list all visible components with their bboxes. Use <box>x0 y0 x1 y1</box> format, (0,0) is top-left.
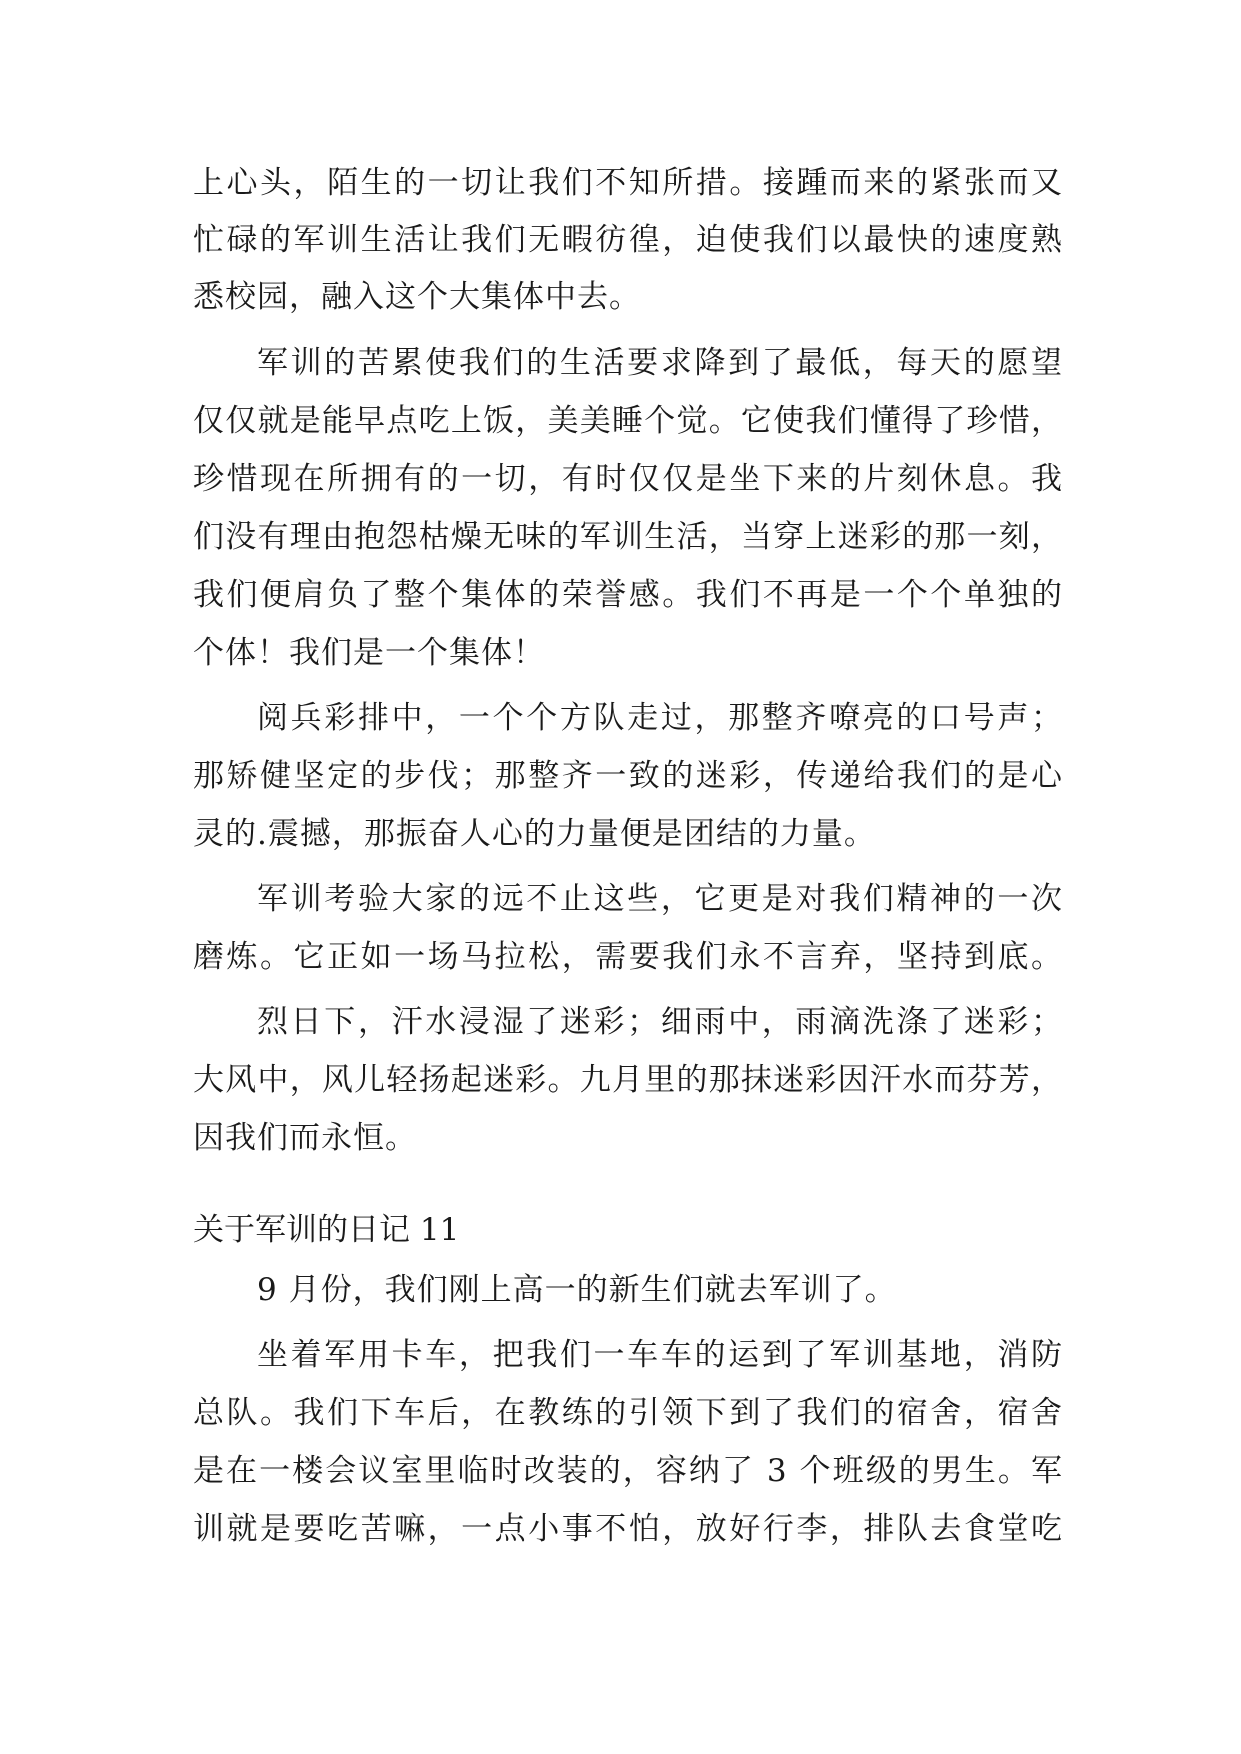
text-line: 总队。我们下车后，在教练的引领下到了我们的宿舍，宿舍 <box>193 1395 1063 1431</box>
text-line: 是在一楼会议室里临时改装的，容纳了 3 个班级的男生。军 <box>193 1453 1063 1489</box>
text-line: 阅兵彩排中，一个个方队走过，那整齐嘹亮的口号声； <box>257 700 1063 736</box>
text-line: 仅仅就是能早点吃上饭，美美睡个觉。它使我们懂得了珍惜， <box>193 403 1063 439</box>
text-line: 忙碌的军训生活让我们无暇彷徨，迫使我们以最快的速度熟 <box>193 222 1063 258</box>
text-line: 烈日下，汗水浸湿了迷彩；细雨中，雨滴洗涤了迷彩； <box>257 1004 1063 1040</box>
text-line: 训就是要吃苦嘛，一点小事不怕，放好行李，排队去食堂吃 <box>193 1511 1063 1547</box>
text-line: 军训的苦累使我们的生活要求降到了最低，每天的愿望 <box>257 345 1063 381</box>
text-line: 因我们而永恒。 <box>193 1120 417 1156</box>
text-line: 个体！我们是一个集体！ <box>193 635 545 671</box>
section-heading: 关于军训的日记 11 <box>193 1212 460 1248</box>
text-line: 军训考验大家的远不止这些，它更是对我们精神的一次 <box>257 881 1063 917</box>
text-line: 我们便肩负了整个集体的荣誉感。我们不再是一个个单独的 <box>193 577 1063 613</box>
text-line: 们没有理由抱怨枯燥无味的军训生活，当穿上迷彩的那一刻， <box>193 519 1063 555</box>
text-line: 大风中，风儿轻扬起迷彩。九月里的那抹迷彩因汗水而芬芳， <box>193 1062 1063 1098</box>
text-line: 上心头，陌生的一切让我们不知所措。接踵而来的紧张而又 <box>193 165 1063 201</box>
text-line: 9 月份，我们刚上高一的新生们就去军训了。 <box>257 1272 897 1308</box>
text-line: 珍惜现在所拥有的一切，有时仅仅是坐下来的片刻休息。我 <box>193 461 1063 497</box>
text-line: 那矫健坚定的步伐；那整齐一致的迷彩，传递给我们的是心 <box>193 758 1063 794</box>
text-line: 磨炼。它正如一场马拉松，需要我们永不言弃，坚持到底。 <box>193 939 1063 975</box>
text-line: 灵的.震撼，那振奋人心的力量便是团结的力量。 <box>193 816 876 852</box>
text-line: 坐着军用卡车，把我们一车车的运到了军训基地，消防 <box>257 1337 1063 1373</box>
text-line: 悉校园，融入这个大集体中去。 <box>193 279 641 315</box>
